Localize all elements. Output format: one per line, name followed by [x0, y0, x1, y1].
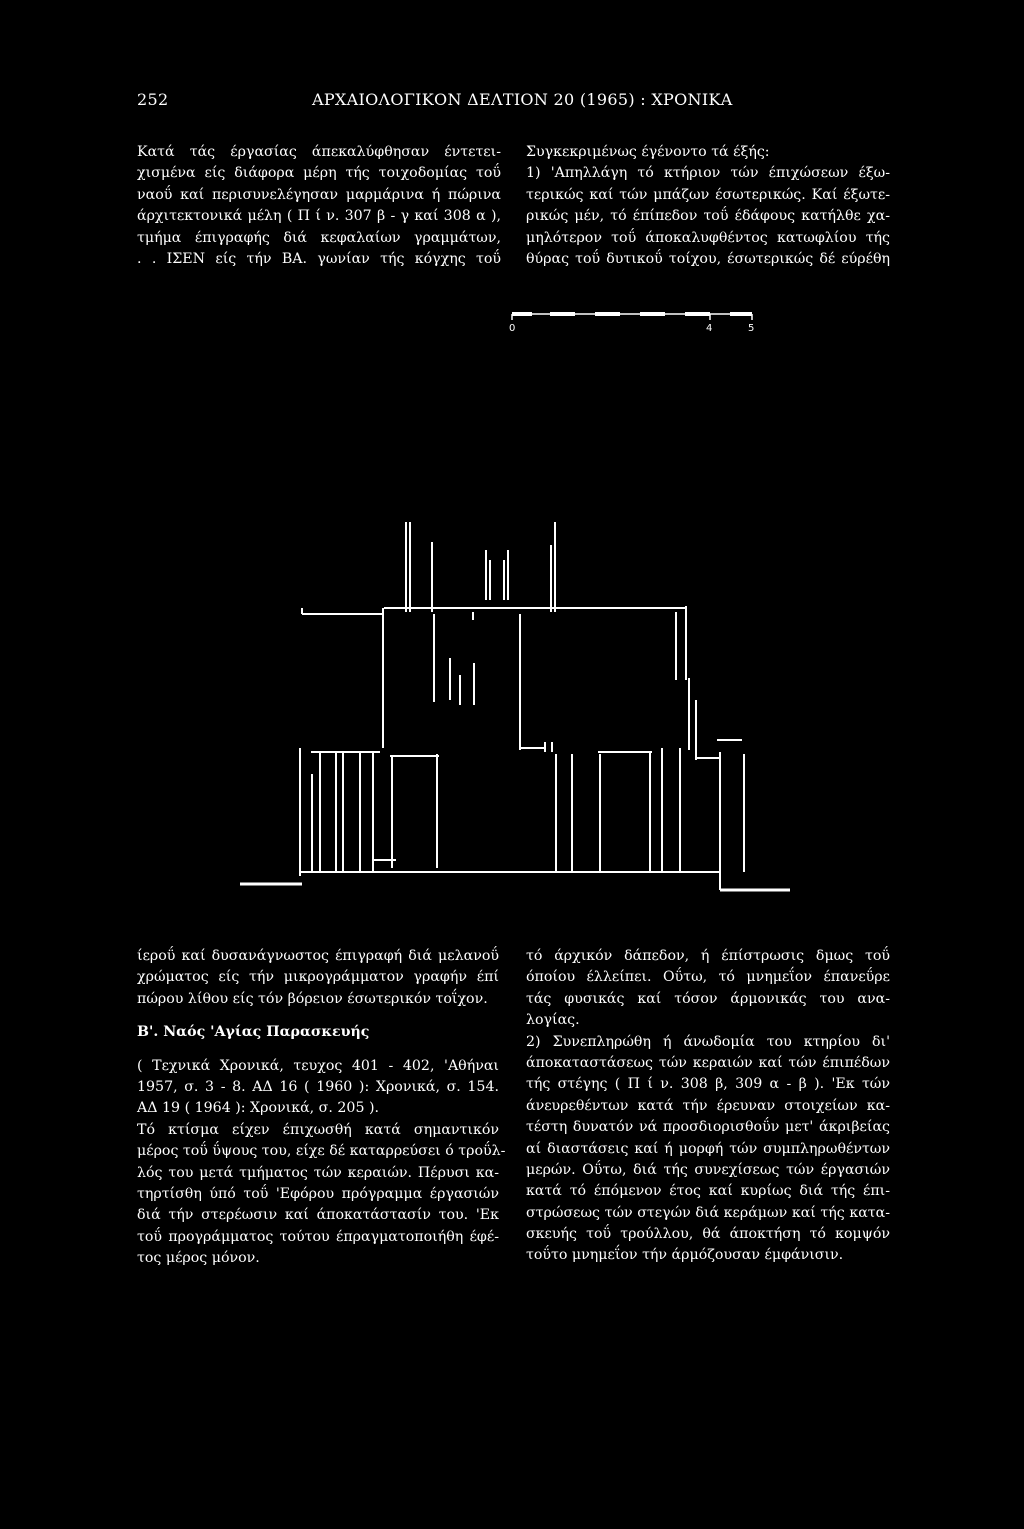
scale-bar — [509, 312, 754, 334]
text-line: Κατά τάς έργασίας άπεκαλύφθησαν έντετει- — [137, 144, 501, 160]
paragraph-gap — [137, 1044, 499, 1056]
text-line: ίεροΰ καί δυσανάγνωστος έπιγραφή διά μελανοΰ — [137, 948, 499, 964]
text-line: όποίου έλλείπει. Οΰτω, τό μνημεΐον έπανεΰρε — [526, 969, 890, 986]
text-line: διά τήν στερέωσιν καί άποκατάστασίν του. 'Εκ — [137, 1207, 499, 1224]
text-line: τάς φυσικάς καί τόσον άρμονικάς του ανα- — [526, 990, 890, 1007]
text-line: Συγκεκριμένως έγένοντο τά έξής: — [526, 144, 770, 160]
text-line: χρώματος είς τήν μικρογράμματον γραφήν έπί — [137, 969, 499, 986]
text-line: μέρος τοΰ ΰψους του, είχε δέ καταρρεύσει ό τροΰλ- — [137, 1143, 506, 1160]
scale-label-4: 4 — [706, 323, 713, 334]
reference-line: ( Τεχνικά Χρονικά, τευχος 401 - 402, 'Αθήναι — [137, 1057, 499, 1074]
section-heading: Β'. Ναός 'Αγίας Παρασκευής — [137, 1024, 370, 1041]
text-line: τό άρχικόν δάπεδον, ή έπίστρωσις δμως τοΰ — [526, 948, 890, 964]
text-line: κατά τό έπόμενον έτος καί κυρίως διά τής έπι- — [526, 1183, 890, 1200]
text-line: τμήμα έπιγραφής διά κεφαλαίων γραμμάτων, — [137, 229, 501, 246]
text-line: ρικώς μέν, τό έπίπεδον τοΰ έδάφους κατήλθε χα- — [526, 208, 890, 225]
text-line: ναοΰ καί περισυνελέγησαν μαρμάρινα ή πώρινα — [137, 186, 501, 203]
bottom-left-column — [137, 946, 506, 1269]
text-line: τοΰτο μνημεΐον τήν άρμόζουσαν έμφάνισιν. — [526, 1247, 844, 1264]
text-line: μηλότερον τοΰ άποκαλυφθέντος κατωφλίου τής — [526, 229, 890, 246]
text-line: τέστη δυνατόν νά προσδιορισθοΰν μετ' άκριβείας — [526, 1119, 890, 1136]
text-line: λογίας. — [526, 1012, 580, 1029]
reference-line: ΑΔ 19 ( 1964 ): Χρονικά, σ. 205 ). — [137, 1100, 380, 1117]
text-line: πώρου λίθου είς τόν βόρειον έσωτερικόν τοΐχον. — [137, 990, 488, 1007]
paragraph-gap — [137, 1010, 499, 1022]
text-line: τοΰ προγράμματος τούτου έπραγματοποιήθη έφέ- — [137, 1228, 499, 1245]
text-line: τος μέρος μόνον. — [137, 1250, 260, 1267]
text-line: 1) 'Απηλλάγη τό κτήριον τών έπιχώσεων έξω- — [526, 165, 890, 182]
text-line: στρώσεως τών στεγών διά κεράμων καί τής κατα- — [526, 1204, 890, 1221]
text-line: χισμένα είς διάφορα μέρη τής τοιχοδομίας τοΰ — [137, 165, 501, 182]
text-line: τερικώς καί τών μπάζων έσωτερικώς. Καί έξωτε- — [526, 186, 890, 203]
scale-label-5: 5 — [748, 323, 755, 334]
text-line: άρχιτεκτονικά μέλη ( Π ί ν. 307 β - γ καί 308 α ), — [137, 208, 501, 225]
text-line: αί διαστάσεις καί ή μορφή τών συμπληρωθέντων — [526, 1140, 890, 1157]
bottom-right-column — [526, 946, 890, 1267]
running-title: ΑΡΧΑΙΟΛΟΓΙΚΟΝ ΔΕΛΤΙΟΝ 20 (1965) : ΧΡΟΝΙΚΑ — [312, 90, 733, 109]
text-line: τής στέγης ( Π ί ν. 308 β, 309 α - β ). 'Εκ τών — [526, 1076, 890, 1093]
scale-label-0: 0 — [509, 323, 516, 334]
text-line: θύρας τοΰ δυτικοΰ τοίχου, έσωτερικώς δέ εύρέθη — [526, 250, 890, 267]
text-line: λός του μετά τμήματος τών κεραιών. Πέρυσι κα- — [137, 1164, 499, 1181]
text-line: άποκαταστάσεως τών κεραιών καί τών έπιπέδων — [526, 1054, 890, 1071]
text-line: μερών. Οΰτω, διά τής συνεχίσεως τών έργασιών — [526, 1161, 890, 1178]
text-line: . . ΙΣΕΝ είς τήν ΒΑ. γωνίαν τής κόγχης τοΰ — [137, 250, 501, 267]
reference-line: 1957, σ. 3 - 8. ΑΔ 16 ( 1960 ): Χρονικά, σ. 154. — [137, 1078, 499, 1095]
text-line: Τό κτίσμα είχεν έπιχωσθή κατά σημαντικόν — [137, 1121, 499, 1138]
text-line: 2) Συνεπληρώθη ή άνωδομία του κτηρίου δι' — [526, 1033, 890, 1050]
text-line: σκευής τοΰ τρούλλου, θά άποκτήση τό κομψόν — [526, 1226, 890, 1243]
page-number: 252 — [137, 90, 169, 109]
text-line: άνευρεθέντων κατά τήν έρευναν στοιχείων κα- — [526, 1097, 890, 1114]
text-line: τηρτίσθη ύπό τοΰ 'Εφόρου πρόγραμμα έργασιών — [137, 1185, 499, 1202]
